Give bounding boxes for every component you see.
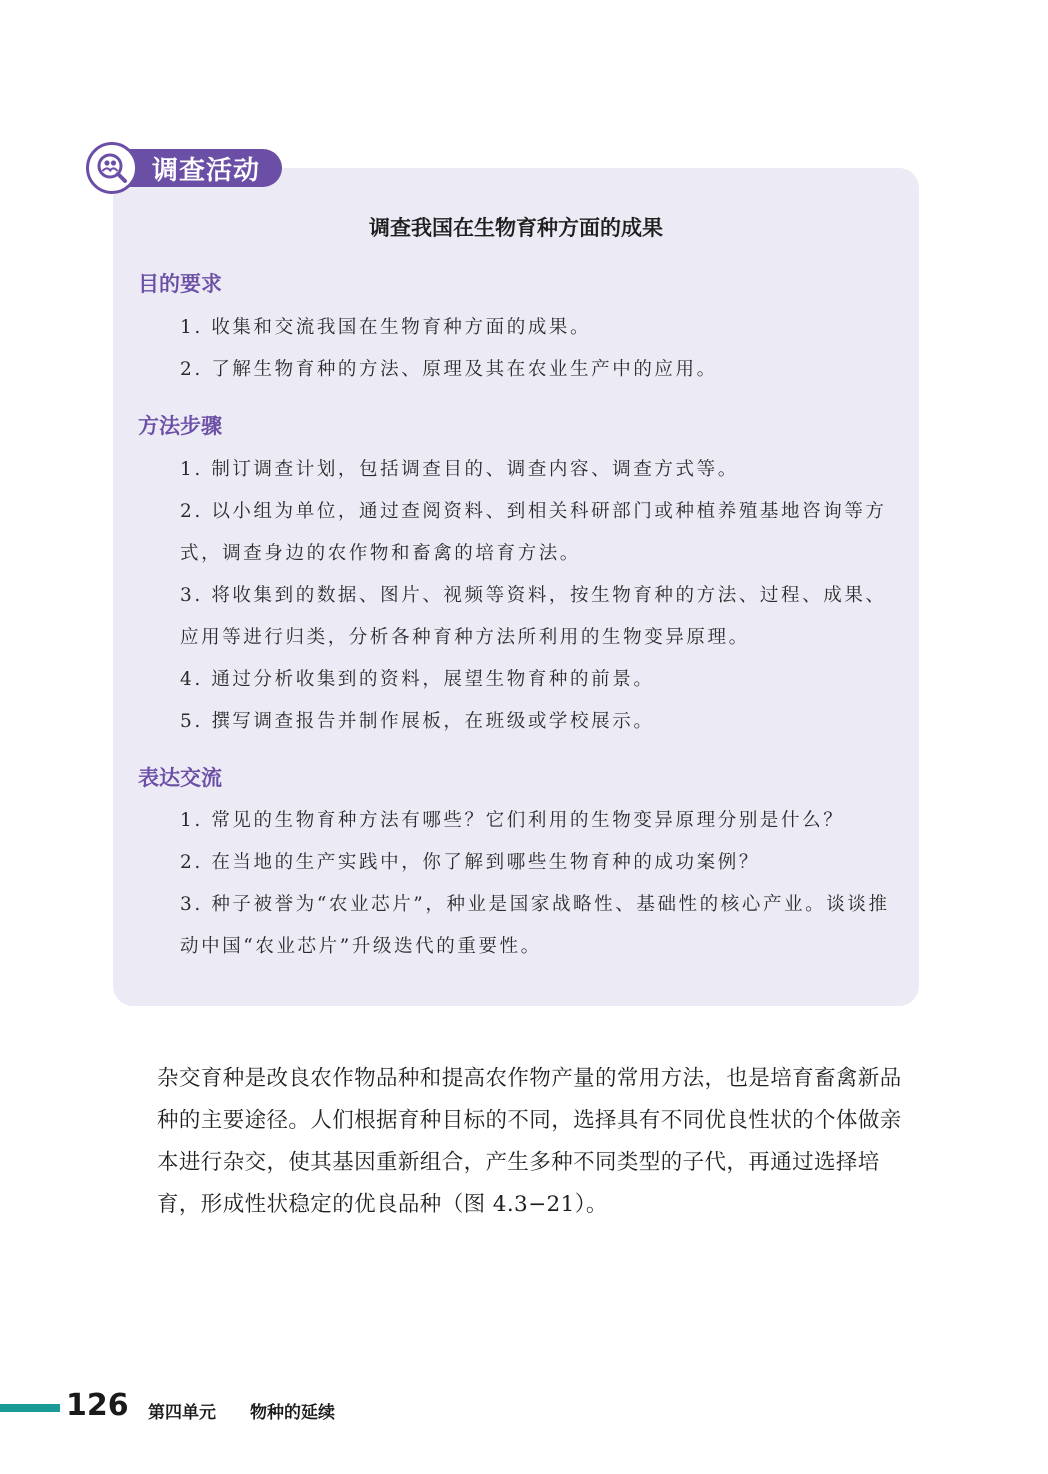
list-item: 5. 撰写调查报告并制作展板，在班级或学校展示。 [180, 711, 655, 732]
list-item: 2. 在当地的生产实践中，你了解到哪些生物育种的成功案例？ [180, 852, 760, 873]
magnifier-people-icon [86, 142, 138, 194]
list-item: 1. 收集和交流我国在生物育种方面的成果。 [180, 317, 592, 338]
activity-title: 调查我国在生物育种方面的成果 [369, 216, 663, 240]
list-item: 4. 通过分析收集到的资料，展望生物育种的前景。 [180, 669, 655, 690]
list-item: 2. 以小组为单位，通过查阅资料、到相关科研部门或种植养殖基地咨询等方式，调查身边的农作物和畜禽的培育方法。 [180, 501, 887, 564]
section-heading-exchange: 表达交流 [138, 766, 222, 790]
section-heading-purpose: 目的要求 [138, 272, 222, 296]
footer-unit: 第四单元 [148, 1403, 216, 1423]
list-item: 3. 种子被誉为“农业芯片”，种业是国家战略性、基础性的核心产业。谈谈推动中国“农业芯片”升级迭代的重要性。 [180, 894, 890, 957]
footer-accent-bar [0, 1404, 60, 1412]
list-item: 1. 常见的生物育种方法有哪些？它们利用的生物变异原理分别是什么？ [180, 810, 845, 831]
section-heading-method: 方法步骤 [138, 414, 222, 438]
activity-badge-label: 调查活动 [118, 149, 282, 187]
footer-chapter: 物种的延续 [250, 1403, 335, 1423]
body-paragraph: 杂交育种是改良农作物品种和提高农作物产量的常用方法，也是培育畜禽新品种的主要途径。人们根据育种目标的不同，选择具有不同优良性状的个体做亲本进行杂交，使其基因重新组合，产生多种不同类型的子代，再通过选择培育，形成性状稳定的优良品种（图 4.3−21）。 [157, 1066, 902, 1217]
list-item: 2. 了解生物育种的方法、原理及其在农业生产中的应用。 [180, 359, 718, 380]
list-item: 3. 将收集到的数据、图片、视频等资料，按生物育种的方法、过程、成果、应用等进行归类，分析各种育种方法所利用的生物变异原理。 [180, 585, 887, 648]
list-item: 1. 制订调查计划，包括调查目的、调查内容、调查方式等。 [180, 459, 739, 480]
activity-badge [86, 140, 282, 196]
page-number: 126 [66, 1388, 129, 1423]
